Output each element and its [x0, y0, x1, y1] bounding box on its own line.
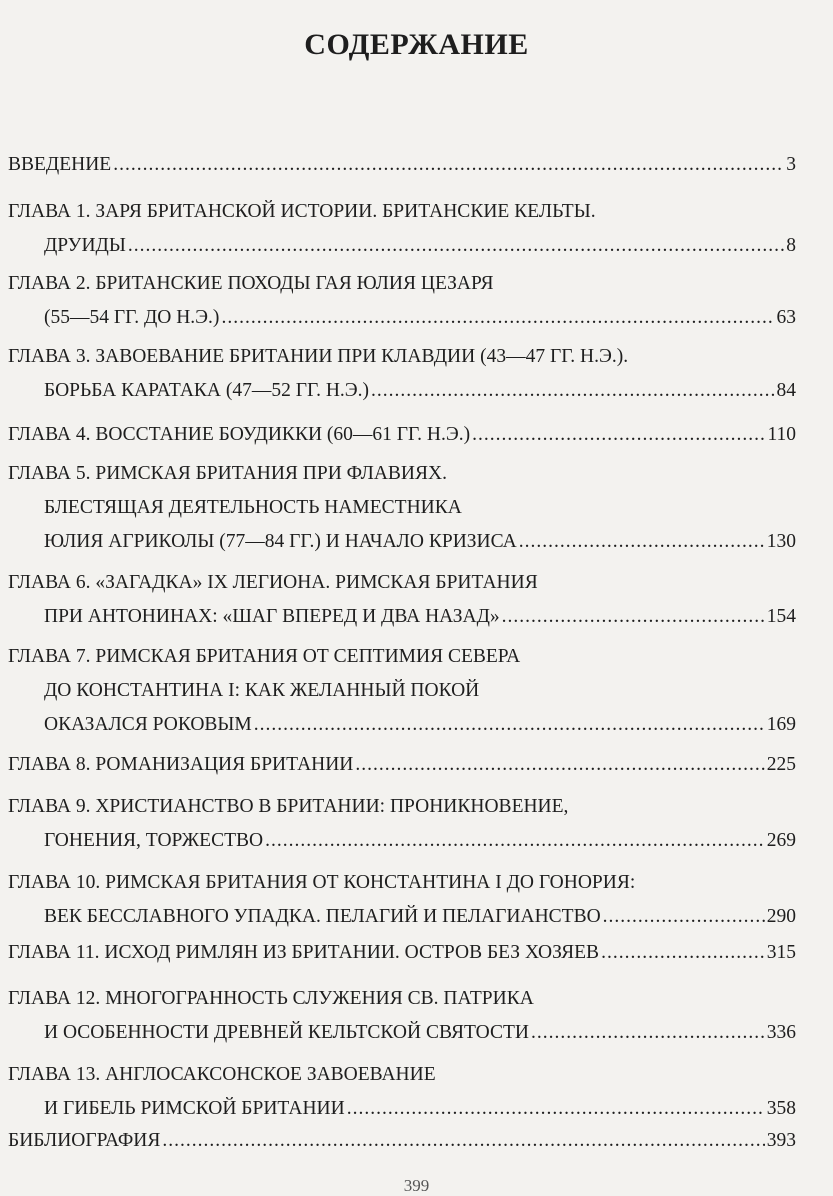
- toc-entry[interactable]: [8, 418, 796, 452]
- toc-entry-line: ГЛАВА 2. БРИТАНСКИЕ ПОХОДЫ ГАЯ ЮЛИЯ ЦЕЗАРЯ: [8, 273, 494, 294]
- toc-entry-line: [8, 1016, 796, 1050]
- toc-page-number: 130: [766, 531, 796, 552]
- toc-entry-line: [8, 525, 796, 559]
- dot-leader: [254, 708, 765, 742]
- toc-page-number: 169: [766, 714, 796, 735]
- toc-entry-line: ГЛАВА 3. ЗАВОЕВАНИЕ БРИТАНИИ ПРИ КЛАВДИИ (43—47 ГГ. Н.Э.).: [8, 346, 629, 367]
- toc-entry-line: [8, 824, 796, 858]
- dot-leader: [355, 748, 764, 782]
- toc-entry-line: ГЛАВА 6. «ЗАГАДКА» IX ЛЕГИОНА. РИМСКАЯ БРИТАНИЯ: [8, 572, 538, 593]
- dot-leader: [519, 525, 765, 559]
- toc-entry-line: ГЛАВА 5. РИМСКАЯ БРИТАНИЯ ПРИ ФЛАВИЯХ.: [8, 463, 447, 484]
- toc-entry[interactable]: [8, 566, 796, 634]
- toc-entry-line: [8, 148, 796, 182]
- toc-entry-line: ГЛАВА 1. ЗАРЯ БРИТАНСКОЙ ИСТОРИИ. БРИТАНСКИЕ КЕЛЬТЫ.: [8, 201, 596, 222]
- dot-leader: [347, 1092, 765, 1126]
- toc-page-number: 336: [766, 1022, 796, 1043]
- toc-entry-line: [8, 748, 796, 782]
- toc-entry-text: БИБЛИОГРАФИЯ: [8, 1130, 161, 1151]
- toc-entry-line: [8, 936, 796, 970]
- toc-entry[interactable]: [8, 640, 796, 742]
- toc-entry[interactable]: [8, 1124, 796, 1158]
- toc-entry-line: ГЛАВА 12. МНОГОГРАННОСТЬ СЛУЖЕНИЯ СВ. ПАТРИКА: [8, 988, 534, 1009]
- toc-entry-line: ГЛАВА 10. РИМСКАЯ БРИТАНИЯ ОТ КОНСТАНТИНА I ДО ГОНОРИЯ:: [8, 872, 636, 893]
- toc-entry-text: (55—54 ГГ. ДО Н.Э.): [44, 307, 220, 328]
- toc-entry[interactable]: [8, 790, 796, 858]
- toc-entry-line: [8, 418, 796, 452]
- toc-entry[interactable]: [8, 866, 796, 934]
- toc-entry[interactable]: [8, 195, 796, 263]
- toc-entry-text: И ОСОБЕННОСТИ ДРЕВНЕЙ КЕЛЬТСКОЙ СВЯТОСТИ: [44, 1022, 529, 1043]
- dot-leader: [113, 148, 784, 182]
- toc-entry-text: ДРУИДЫ: [44, 235, 126, 256]
- toc-entry-line: [8, 1124, 796, 1158]
- toc-entry-line: [8, 229, 796, 263]
- toc-page-number: 8: [786, 235, 796, 256]
- toc-entry-text: ЮЛИЯ АГРИКОЛЫ (77—84 ГГ.) И НАЧАЛО КРИЗИСА: [44, 531, 517, 552]
- toc-entry-line: ГЛАВА 13. АНГЛОСАКСОНСКОЕ ЗАВОЕВАНИЕ: [8, 1064, 436, 1085]
- dot-leader: [531, 1016, 765, 1050]
- toc-page-number: 154: [766, 606, 796, 627]
- toc-entry-line: [8, 600, 796, 634]
- toc-page-number: 358: [766, 1098, 796, 1119]
- toc-page-number: 63: [776, 307, 796, 328]
- dot-leader: [371, 374, 774, 408]
- toc-entry-text: ОКАЗАЛСЯ РОКОВЫМ: [44, 714, 252, 735]
- toc-entry[interactable]: [8, 267, 796, 335]
- toc-entry-text: ВЕК БЕССЛАВНОГО УПАДКА. ПЕЛАГИЙ И ПЕЛАГИАНСТВО: [44, 906, 601, 927]
- dot-leader: [603, 900, 765, 934]
- dot-leader: [601, 936, 765, 970]
- toc-page-number: 84: [776, 380, 796, 401]
- toc-page-number: 393: [766, 1130, 796, 1151]
- dot-leader: [221, 301, 774, 335]
- toc-entry-text: ГЛАВА 11. ИСХОД РИМЛЯН ИЗ БРИТАНИИ. ОСТРОВ БЕЗ ХОЗЯЕВ: [8, 942, 600, 963]
- toc-page-number: 269: [766, 830, 796, 851]
- toc-entry-line: БЛЕСТЯЩАЯ ДЕЯТЕЛЬНОСТЬ НАМЕСТНИКА: [44, 497, 462, 518]
- page-number-footer: 399: [403, 1176, 430, 1195]
- toc-page-number: 110: [767, 424, 796, 445]
- dot-leader: [265, 824, 765, 858]
- toc-entry-text: ПРИ АНТОНИНАХ: «ШАГ ВПЕРЕД И ДВА НАЗАД»: [44, 606, 500, 627]
- dot-leader: [128, 229, 784, 263]
- toc-page-number: 225: [766, 754, 796, 775]
- toc-entry-line: [8, 708, 796, 742]
- toc-entry-line: ДО КОНСТАНТИНА I: КАК ЖЕЛАННЫЙ ПОКОЙ: [44, 680, 480, 701]
- toc-entry-text: ГЛАВА 8. РОМАНИЗАЦИЯ БРИТАНИИ: [8, 754, 354, 775]
- toc-entry[interactable]: [8, 340, 796, 408]
- toc-entry-text: ВВЕДЕНИЕ: [8, 154, 112, 175]
- dot-leader: [472, 418, 765, 452]
- dot-leader: [502, 600, 765, 634]
- toc-entry[interactable]: [8, 982, 796, 1050]
- toc-entry-line: [8, 1092, 796, 1126]
- toc-entry-line: [8, 900, 796, 934]
- page-title: СОДЕРЖАНИЕ: [304, 28, 529, 61]
- toc-entry[interactable]: [8, 457, 796, 559]
- toc-entry-text: И ГИБЕЛЬ РИМСКОЙ БРИТАНИИ: [44, 1098, 345, 1119]
- toc-entry-text: ГЛАВА 4. ВОССТАНИЕ БОУДИККИ (60—61 ГГ. Н.Э.): [8, 424, 471, 445]
- toc-entry[interactable]: [8, 748, 796, 782]
- toc-entry[interactable]: [8, 148, 796, 182]
- toc-entry-text: ГОНЕНИЯ, ТОРЖЕСТВО: [44, 830, 264, 851]
- dot-leader: [162, 1124, 764, 1158]
- toc-entry-line: [8, 301, 796, 335]
- toc-page-number: 315: [766, 942, 796, 963]
- toc-entry-line: ГЛАВА 9. ХРИСТИАНСТВО В БРИТАНИИ: ПРОНИКНОВЕНИЕ,: [8, 796, 569, 817]
- toc-entry-text: БОРЬБА КАРАТАКА (47—52 ГГ. Н.Э.): [44, 380, 370, 401]
- toc-entry[interactable]: [8, 936, 796, 970]
- toc-entry-line: [8, 374, 796, 408]
- toc-page-number: 290: [766, 906, 796, 927]
- toc-entry-line: ГЛАВА 7. РИМСКАЯ БРИТАНИЯ ОТ СЕПТИМИЯ СЕВЕРА: [8, 646, 521, 667]
- toc-entry[interactable]: [8, 1058, 796, 1126]
- toc-page-number: 3: [786, 154, 796, 175]
